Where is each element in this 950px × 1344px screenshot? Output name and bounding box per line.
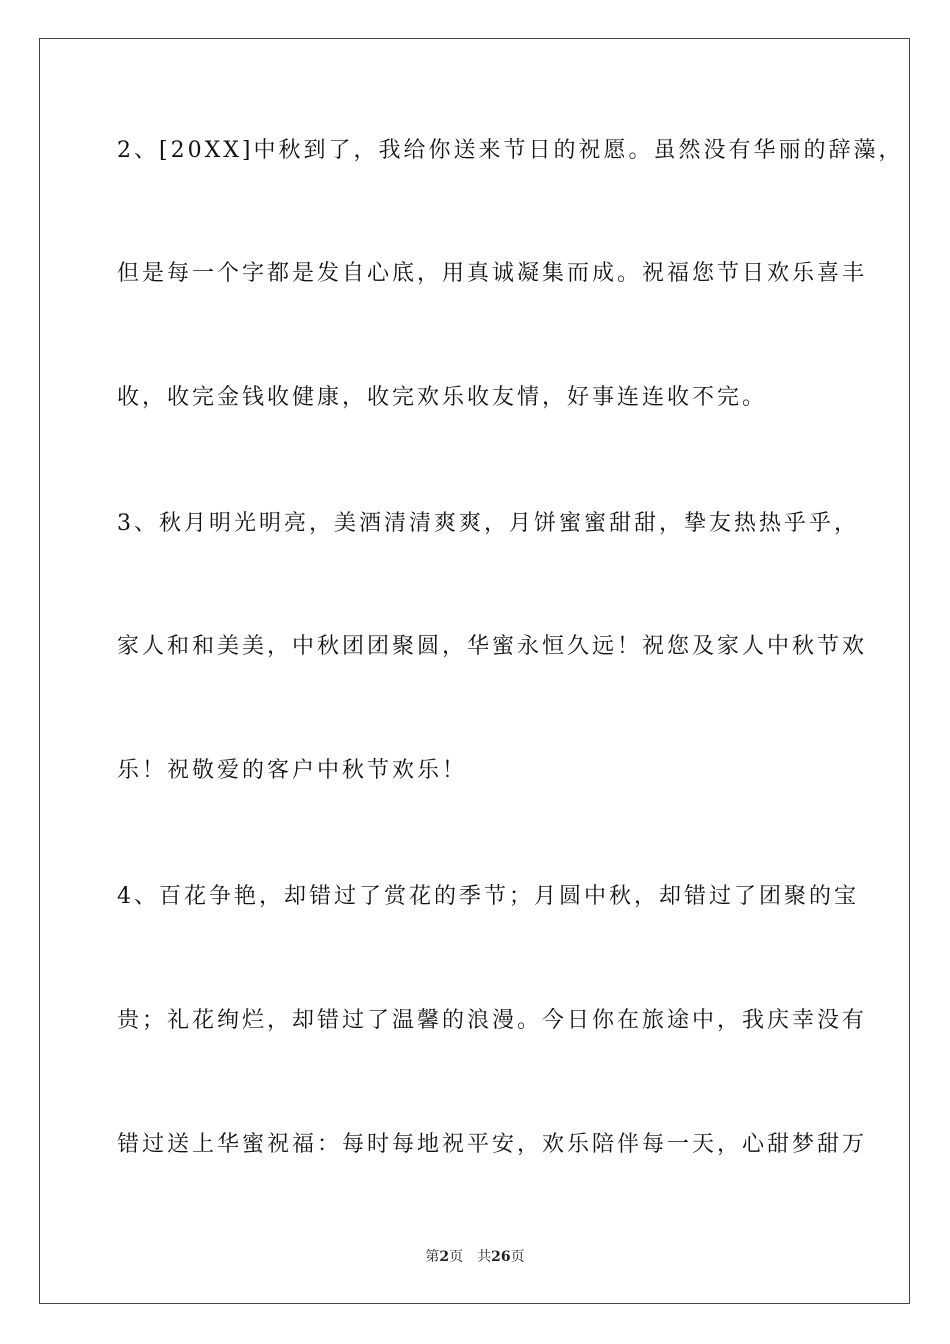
page-current: 2 xyxy=(439,1249,450,1265)
text-line: 3、秋月明光明亮，美酒清清爽爽，月饼蜜蜜甜甜，挚友热热乎乎， xyxy=(117,511,859,536)
page-mid: 页 共 xyxy=(449,1249,492,1265)
page-footer xyxy=(0,1246,950,1266)
text-line: 乐！祝敬爱的客户中秋节欢乐！ xyxy=(117,758,468,783)
text-line: 收，收完金钱收健康，收完欢乐收友情，好事连连收不完。 xyxy=(117,385,768,410)
page-border xyxy=(39,38,910,1304)
page-prefix: 第 xyxy=(425,1249,440,1265)
page-total: 26 xyxy=(491,1249,511,1265)
text-line: 家人和和美美，中秋团团聚圆，华蜜永恒久远！祝您及家人中秋节欢 xyxy=(117,634,868,659)
text-line: 但是每一个字都是发自心底，用真诚凝集而成。祝福您节日欢乐喜丰 xyxy=(117,261,868,286)
page-suffix: 页 xyxy=(510,1249,525,1265)
text-line: 错过送上华蜜祝福：每时每地祝平安，欢乐陪伴每一天，心甜梦甜万 xyxy=(117,1132,868,1157)
text-line: 2、[20XX]中秋到了，我给你送来节日的祝愿。虽然没有华丽的辞藻， xyxy=(117,138,904,163)
text-line: 4、百花争艳，却错过了赏花的季节；月圆中秋，却错过了团聚的宝 xyxy=(117,884,859,909)
text-line: 贵；礼花绚烂，却错过了温馨的浪漫。今日你在旅途中，我庆幸没有 xyxy=(117,1008,868,1033)
